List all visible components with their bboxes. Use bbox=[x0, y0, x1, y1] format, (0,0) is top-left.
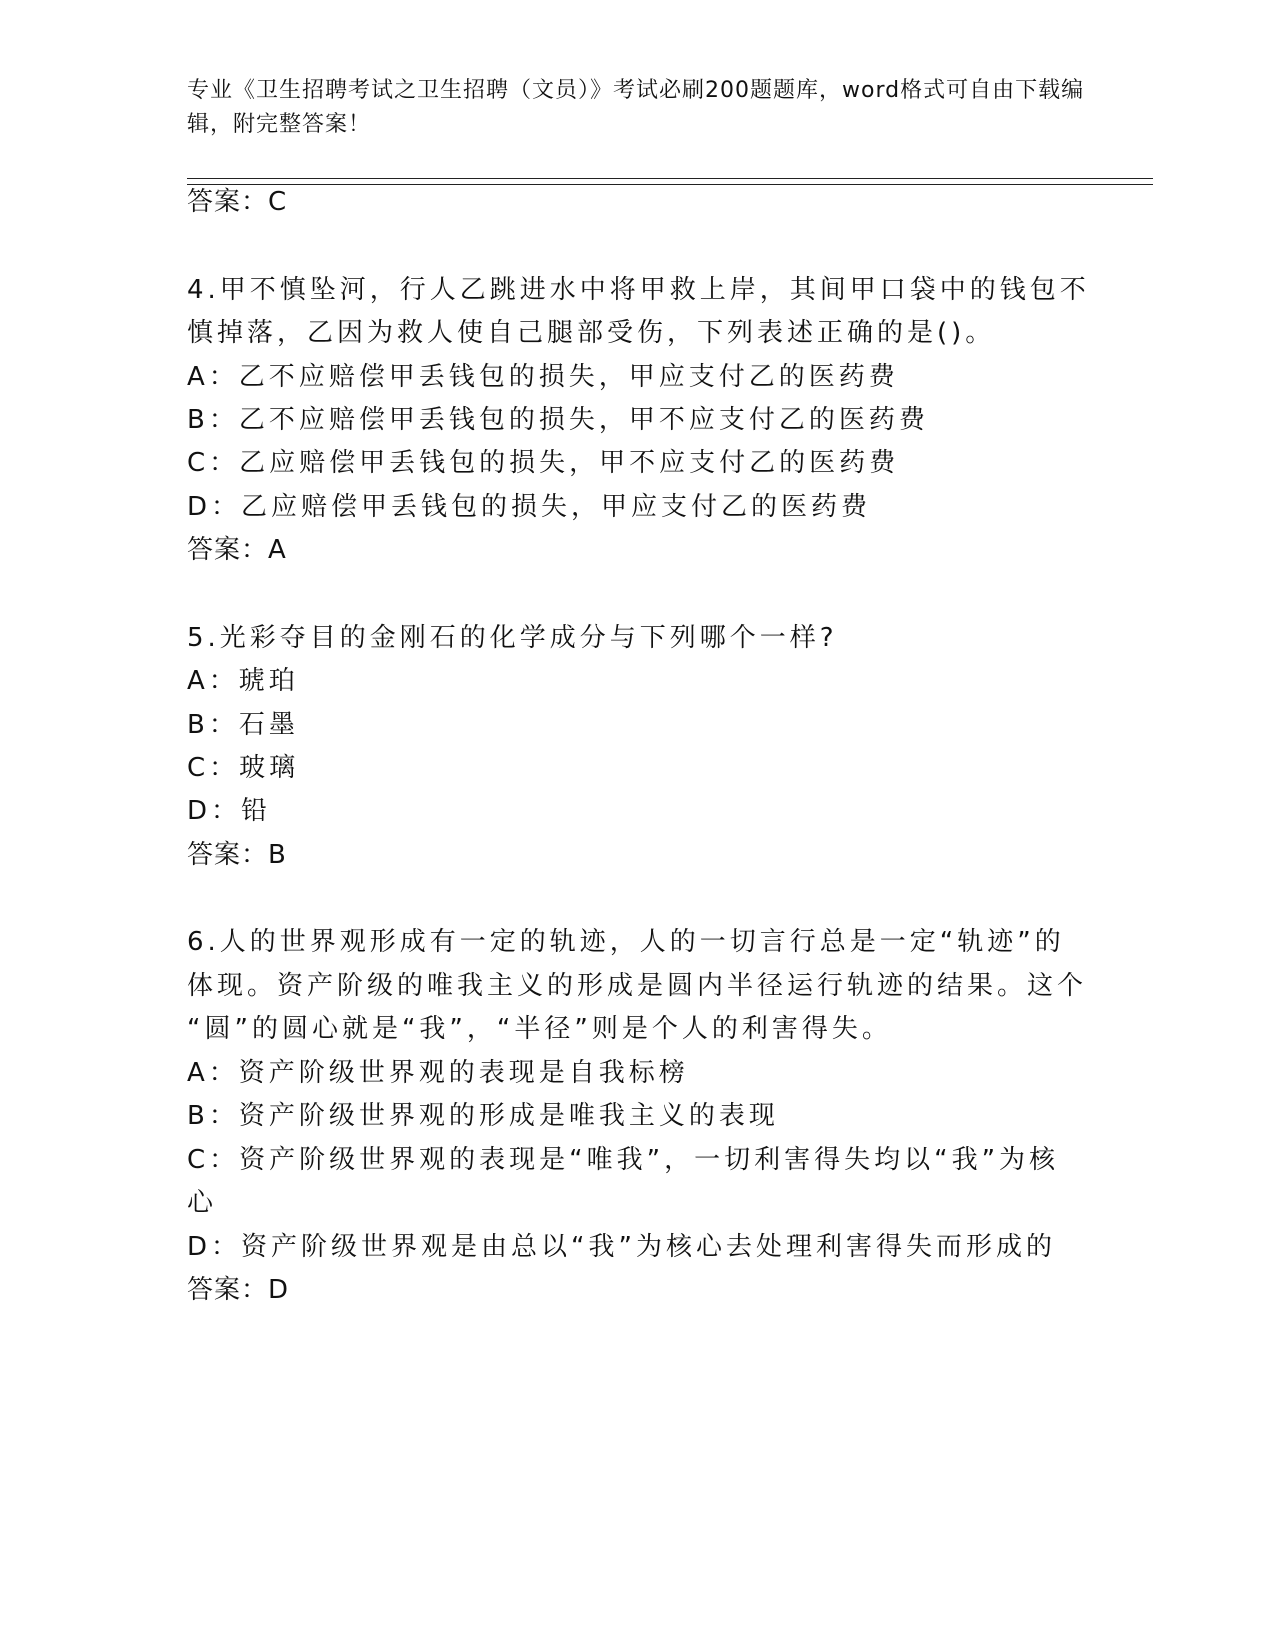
question-4-option-b: B：乙不应赔偿甲丢钱包的损失，甲不应支付乙的医药费 bbox=[187, 405, 929, 435]
question-5-option-b: B：石墨 bbox=[187, 710, 299, 740]
question-6-line-1: 6.人的世界观形成有一定的轨迹，人的一切言行总是一定“轨迹”的 bbox=[187, 927, 1065, 957]
question-5-option-a: A：琥珀 bbox=[187, 666, 299, 696]
question-4-answer: 答案：A bbox=[187, 535, 287, 565]
question-4-line-1: 4.甲不慎坠河，行人乙跳进水中将甲救上岸，其间甲口袋中的钱包不 bbox=[187, 275, 1090, 305]
question-5-option-d: D：铅 bbox=[187, 796, 272, 826]
question-6-option-a: A：资产阶级世界观的表现是自我标榜 bbox=[187, 1058, 689, 1088]
question-6-line-2: 体现。资产阶级的唯我主义的形成是圆内半径运行轨迹的结果。这个 bbox=[187, 971, 1088, 1001]
header-divider-bottom bbox=[187, 184, 1153, 185]
question-6-option-c: C：资产阶级世界观的表现是“唯我”，一切利害得失均以“我”为核 bbox=[187, 1145, 1060, 1175]
question-6-option-c-continued: 心 bbox=[187, 1188, 218, 1218]
question-4-option-a: A：乙不应赔偿甲丢钱包的损失，甲应支付乙的医药费 bbox=[187, 362, 899, 392]
document-header: 专业《卫生招聘考试之卫生招聘（文员）》考试必刷200题题库，word格式可自由下载编辑，附完整答案！ bbox=[187, 78, 1085, 137]
question-4-option-c: C：乙应赔偿甲丢钱包的损失，甲不应支付乙的医药费 bbox=[187, 448, 900, 478]
question-4-option-d: D：乙应赔偿甲丢钱包的损失，甲应支付乙的医药费 bbox=[187, 492, 872, 522]
question-6-option-b: B：资产阶级世界观的形成是唯我主义的表现 bbox=[187, 1101, 779, 1131]
question-6-line-3: “圆”的圆心就是“我”，“半径”则是个人的利害得失。 bbox=[187, 1014, 892, 1044]
question-5-answer: 答案：B bbox=[187, 840, 287, 870]
answer-previous: 答案：C bbox=[187, 187, 288, 217]
header-divider-top bbox=[187, 178, 1153, 179]
question-5-line-1: 5.光彩夺目的金刚石的化学成分与下列哪个一样? bbox=[187, 623, 838, 653]
question-4-line-2: 慎掉落，乙因为救人使自己腿部受伤，下列表述正确的是()。 bbox=[187, 318, 996, 348]
question-5-option-c: C：玻璃 bbox=[187, 753, 300, 783]
question-6-answer: 答案：D bbox=[187, 1275, 290, 1305]
question-6-option-d: D：资产阶级世界观是由总以“我”为核心去处理利害得失而形成的 bbox=[187, 1232, 1056, 1262]
